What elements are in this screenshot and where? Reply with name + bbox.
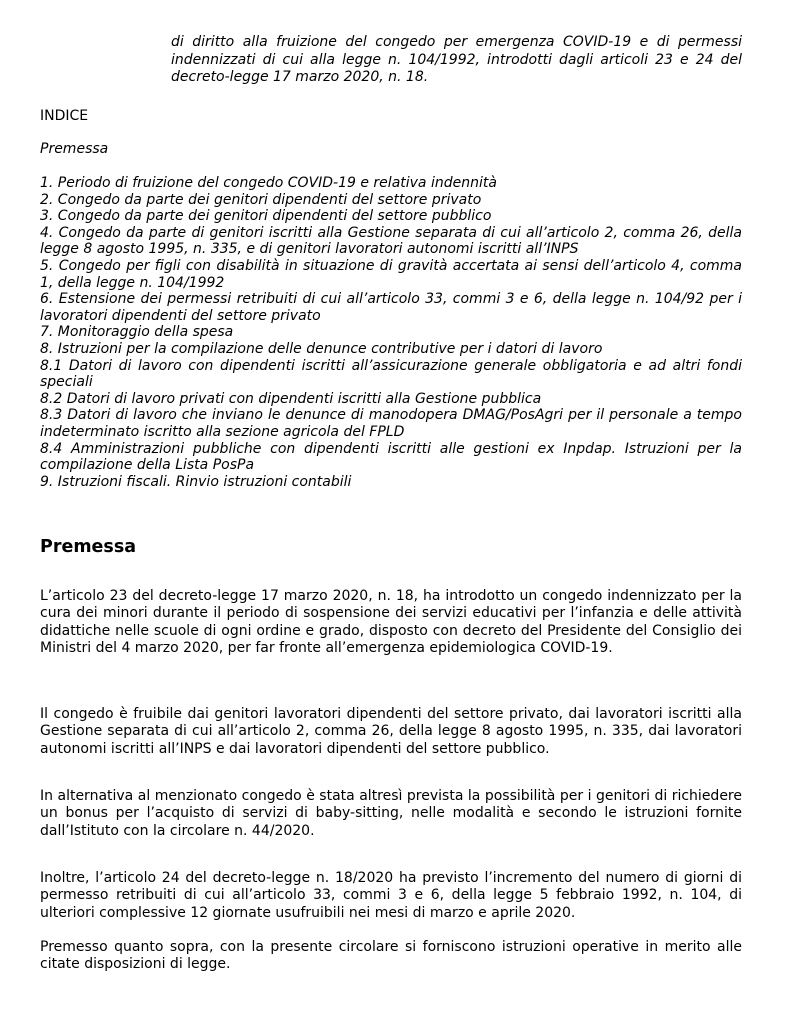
toc-item: 6. Estensione dei permessi retribuiti di cui all’articolo 33, commi 3 e 6, della legge n. 104/92 per i lavoratori dipendenti del settore privato xyxy=(40,291,742,324)
index-premessa-entry: Premessa xyxy=(40,141,109,157)
toc-item: 7. Monitoraggio della spesa xyxy=(40,324,234,341)
premessa-heading: Premessa xyxy=(40,537,137,557)
document-page xyxy=(40,0,742,1024)
toc-item: 8.1 Datori di lavoro con dipendenti iscritti all’assicurazione generale obbligatoria e ad altri fondi speciali xyxy=(40,357,742,391)
premessa-paragraph: Inoltre, l’articolo 24 del decreto-legge n. 18/2020 ha previsto l’incremento del numero di giorni di permesso retribuiti di cui all’articolo 33, commi 3 e 6, della legge 5 febbraio 1992, n. 104, di ulteriori complessive 12 giornate usufruibili nei mesi di marzo e aprile 2020. xyxy=(40,870,742,921)
premessa-paragraph: Il congedo è fruibile dai genitori lavoratori dipendenti del settore privato, dai lavoratori iscritti alla Gestione separata di cui all’articolo 2, comma 26, della legge 8 agosto 1995, n. 335, dai lavoratori autonomi iscritti all’INPS e dai lavoratori dipendenti del settore pubblico. xyxy=(40,706,742,757)
toc-item: 8.3 Datori di lavoro che inviano le denunce di manodopera DMAG/PosAgri per il personale a tempo indeterminato iscritto alla sezione agricola del FPLD xyxy=(40,407,742,440)
premessa-paragraph: Premesso quanto sopra, con la presente circolare si forniscono istruzioni operative in merito alle citate disposizioni di legge. xyxy=(40,939,742,973)
premessa-paragraph: In alternativa al menzionato congedo è stata altresì prevista la possibilità per i genitori di richiedere un bonus per l’acquisto di servizi di baby-sitting, nelle modalità e secondo le istruzioni fornite dall’Istituto con la circolare n. 44/2020. xyxy=(40,788,742,839)
toc-item: 8.2 Datori di lavoro privati con dipendenti iscritti alla Gestione pubblica xyxy=(40,390,542,407)
toc-item: 5. Congedo per figli con disabilità in situazione di gravità accertata ai sensi dell’articolo 4, comma 1, della legge n. 104/1992 xyxy=(40,257,742,291)
index-heading: INDICE xyxy=(40,108,89,124)
intro-text: di diritto alla fruizione del congedo per emergenza COVID-19 e di permessi indennizzati di cui alla legge n. 104/1992, introdotti dagli articoli 23 e 24 del decreto-legge 17 marzo 2020, n. 18. xyxy=(171,34,742,85)
premessa-paragraph: L’articolo 23 del decreto-legge 17 marzo 2020, n. 18, ha introdotto un congedo indennizzato per la cura dei minori durante il periodo di sospensione dei servizi educativi per l’infanzia e delle attività didattiche nelle scuole di ogni ordine e grado, disposto con decreto del Presidente del Consiglio dei Ministri del 4 marzo 2020, per far fronte all’emergenza epidemiologica COVID-19. xyxy=(40,588,742,657)
toc-item: 8.4 Amministrazioni pubbliche con dipendenti iscritti alle gestioni ex Inpdap. Istruzioni per la compilazione della Lista PosPa xyxy=(40,440,742,474)
toc-item: 1. Periodo di fruizione del congedo COVID-19 e relativa indennità xyxy=(40,175,497,191)
table-of-contents xyxy=(40,175,742,490)
toc-item: 4. Congedo da parte di genitori iscritti alla Gestione separata di cui all’articolo 2, comma 26, della legge 8 agosto 1995, n. 335, e di genitori lavoratori autonomi iscritti all’INPS xyxy=(40,224,742,258)
toc-item: 8. Istruzioni per la compilazione delle denunce contributive per i datori di lavoro xyxy=(40,340,603,357)
toc-item: 3. Congedo da parte dei genitori dipendenti del settore pubblico xyxy=(40,208,492,225)
toc-item: 9. Istruzioni fiscali. Rinvio istruzioni contabili xyxy=(40,473,352,490)
toc-item: 2. Congedo da parte dei genitori dipendenti del settore privato xyxy=(40,191,482,208)
